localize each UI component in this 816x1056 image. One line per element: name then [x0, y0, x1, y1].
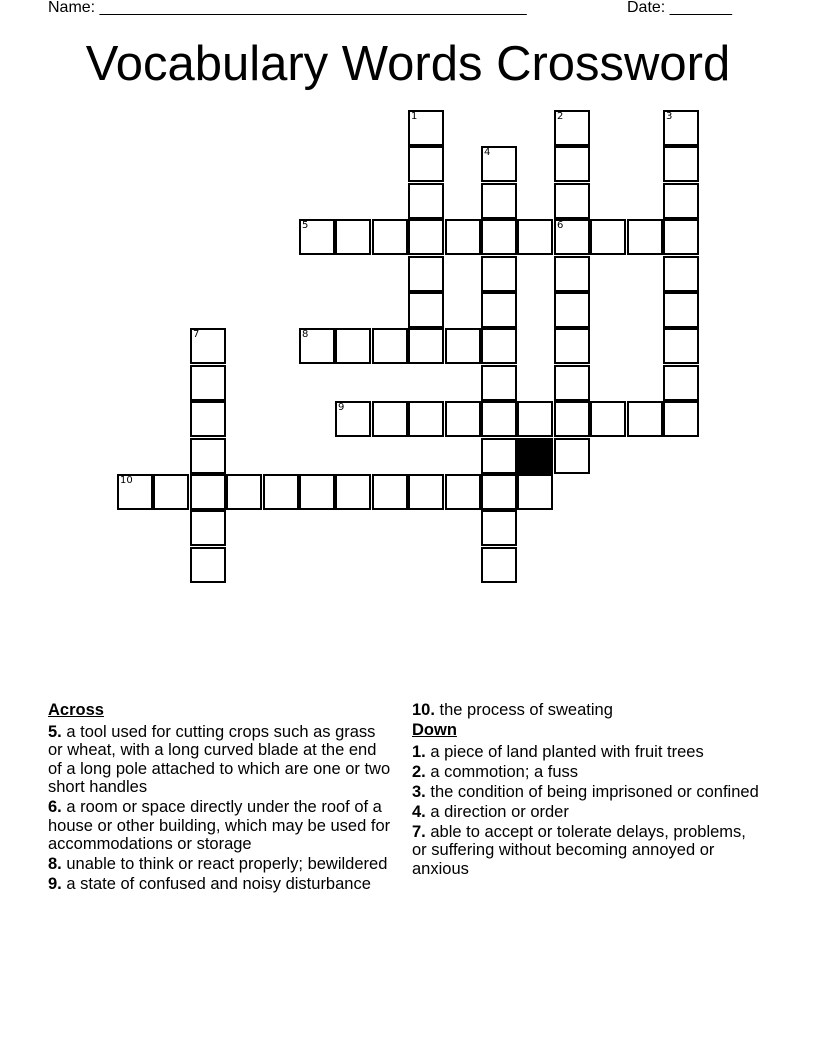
- grid-cell[interactable]: [335, 401, 371, 437]
- grid-cell[interactable]: [554, 256, 590, 292]
- clue-down-2: [412, 763, 764, 782]
- grid-cell[interactable]: [663, 401, 699, 437]
- grid-cell[interactable]: [408, 474, 444, 510]
- grid-cell[interactable]: [190, 510, 226, 546]
- grid-cell[interactable]: [663, 110, 699, 146]
- across-heading: Across: [48, 701, 104, 719]
- grid-cell[interactable]: [481, 183, 517, 219]
- clue-number: 1.: [412, 742, 426, 761]
- clue-number: 8.: [48, 855, 62, 873]
- grid-cell[interactable]: [663, 256, 699, 292]
- grid-cell[interactable]: [517, 219, 553, 255]
- grid-cell[interactable]: [481, 510, 517, 546]
- clue-down-7: [412, 823, 764, 879]
- grid-cell[interactable]: [190, 547, 226, 583]
- grid-cell[interactable]: [299, 219, 335, 255]
- clue-text: a state of confused and noisy disturbance: [66, 875, 371, 893]
- grid-cell[interactable]: [190, 365, 226, 401]
- grid-cell[interactable]: [408, 328, 444, 364]
- grid-cell[interactable]: [263, 474, 299, 510]
- clues-column-right: [412, 701, 764, 880]
- grid-cell[interactable]: [481, 438, 517, 474]
- clue-number: 3.: [412, 782, 426, 801]
- name-field[interactable]: Name: ________________________________________________: [48, 0, 527, 16]
- grid-cell[interactable]: [335, 474, 371, 510]
- grid-cell[interactable]: [408, 292, 444, 328]
- grid-cell[interactable]: [481, 401, 517, 437]
- clue-across-9: [48, 875, 393, 894]
- grid-cell[interactable]: [408, 146, 444, 182]
- grid-cell[interactable]: [445, 219, 481, 255]
- grid-cell[interactable]: [445, 474, 481, 510]
- clues-column-left: [48, 701, 393, 895]
- grid-cell[interactable]: [372, 401, 408, 437]
- clue-across-6: [48, 798, 393, 854]
- grid-cell[interactable]: [663, 292, 699, 328]
- clue-across-10: [412, 701, 764, 720]
- down-heading: Down: [412, 721, 457, 739]
- clue-text: able to accept or tolerate delays, problems, or suffering without becoming annoyed or anxious: [412, 822, 746, 878]
- grid-cell[interactable]: [481, 219, 517, 255]
- cell-number: 3: [666, 111, 673, 122]
- clue-number: 7.: [412, 822, 426, 841]
- cell-number: 7: [193, 329, 200, 340]
- clue-number: 9.: [48, 875, 62, 893]
- grid-cell[interactable]: [663, 146, 699, 182]
- grid-cell[interactable]: [445, 401, 481, 437]
- grid-cell[interactable]: [190, 438, 226, 474]
- grid-cell[interactable]: [408, 183, 444, 219]
- grid-cell[interactable]: [481, 292, 517, 328]
- grid-cell[interactable]: [372, 328, 408, 364]
- grid-cell[interactable]: [663, 328, 699, 364]
- grid-cell[interactable]: [190, 401, 226, 437]
- clue-text: a piece of land planted with fruit trees: [430, 742, 704, 761]
- grid-cell[interactable]: [153, 474, 189, 510]
- clue-number: 6.: [48, 798, 62, 816]
- grid-cell[interactable]: [554, 438, 590, 474]
- grid-cell[interactable]: [299, 328, 335, 364]
- clue-text: unable to think or react properly; bewildered: [66, 855, 388, 873]
- grid-cell[interactable]: [554, 292, 590, 328]
- grid-cell[interactable]: [481, 328, 517, 364]
- grid-cell[interactable]: [372, 474, 408, 510]
- grid-cell[interactable]: [554, 183, 590, 219]
- grid-cell[interactable]: [663, 183, 699, 219]
- grid-cell[interactable]: [554, 365, 590, 401]
- grid-cell[interactable]: [554, 328, 590, 364]
- clue-down-4: [412, 803, 764, 822]
- clue-down-1: [412, 743, 764, 762]
- grid-cell[interactable]: [226, 474, 262, 510]
- grid-cell[interactable]: [481, 365, 517, 401]
- grid-cell[interactable]: [481, 547, 517, 583]
- grid-cell[interactable]: [517, 401, 553, 437]
- grid-cell-blocked: [517, 438, 553, 474]
- grid-cell[interactable]: [299, 474, 335, 510]
- cell-number: 1: [411, 111, 418, 122]
- cell-number: 4: [484, 147, 491, 158]
- clue-text: the condition of being imprisoned or confined: [430, 782, 759, 801]
- grid-cell[interactable]: [590, 401, 626, 437]
- grid-cell[interactable]: [335, 328, 371, 364]
- clue-number: 10.: [412, 701, 435, 719]
- grid-cell[interactable]: [590, 219, 626, 255]
- grid-cell[interactable]: [627, 219, 663, 255]
- grid-cell[interactable]: [481, 256, 517, 292]
- clue-text: the process of sweating: [439, 701, 613, 719]
- clue-text: a room or space directly under the roof of a house or other building, which may be used for accommodations or storage: [48, 798, 391, 853]
- clue-text: a direction or order: [430, 802, 569, 821]
- cell-number: 9: [338, 402, 345, 413]
- clue-number: 2.: [412, 762, 426, 781]
- grid-cell[interactable]: [517, 474, 553, 510]
- grid-cell[interactable]: [335, 219, 371, 255]
- clue-text: a commotion; a fuss: [430, 762, 579, 781]
- clue-across-8: [48, 855, 393, 874]
- grid-cell[interactable]: [190, 328, 226, 364]
- grid-cell[interactable]: [408, 401, 444, 437]
- clue-number: 5.: [48, 722, 62, 741]
- grid-cell[interactable]: [117, 474, 153, 510]
- page-title: Vocabulary Words Crossword: [85, 37, 731, 91]
- grid-cell[interactable]: [663, 219, 699, 255]
- grid-cell[interactable]: [445, 328, 481, 364]
- clue-number: 4.: [412, 802, 426, 821]
- grid-cell[interactable]: [554, 401, 590, 437]
- grid-cell[interactable]: [372, 219, 408, 255]
- date-field[interactable]: Date: _______: [627, 0, 732, 16]
- cell-number: 8: [302, 329, 309, 340]
- clue-text: a tool used for cutting crops such as grass or wheat, with a long curved blade at the end of a long pole attached to which are one or two short handles: [48, 722, 391, 796]
- grid-cell[interactable]: [554, 146, 590, 182]
- grid-cell[interactable]: [554, 110, 590, 146]
- grid-cell[interactable]: [627, 401, 663, 437]
- grid-cell[interactable]: [408, 256, 444, 292]
- grid-cell[interactable]: [481, 474, 517, 510]
- cell-number: 10: [120, 475, 133, 486]
- grid-cell[interactable]: [554, 219, 590, 255]
- clue-down-3: [412, 783, 764, 802]
- cell-number: 6: [557, 220, 564, 231]
- grid-cell[interactable]: [408, 110, 444, 146]
- clue-across-5: [48, 723, 393, 797]
- cell-number: 5: [302, 220, 309, 231]
- cell-number: 2: [557, 111, 564, 122]
- grid-cell[interactable]: [190, 474, 226, 510]
- grid-cell[interactable]: [481, 146, 517, 182]
- grid-cell[interactable]: [408, 219, 444, 255]
- grid-cell[interactable]: [663, 365, 699, 401]
